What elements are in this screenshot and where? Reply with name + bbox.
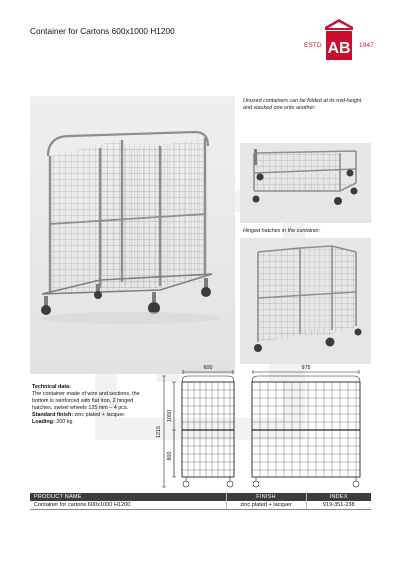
logo-house-icon	[324, 18, 354, 62]
technical-data	[32, 384, 150, 426]
dim-inner-height: 1050	[167, 410, 173, 422]
technical-drawing	[150, 360, 375, 490]
hatches-caption: Hinged hatches in the container:	[243, 228, 321, 234]
dim-lower-height: 800	[167, 451, 173, 461]
header-index: INDEX	[306, 493, 371, 501]
loading-value: 200 kg	[56, 419, 73, 426]
container-photo-folded	[240, 143, 371, 223]
technical-description: The container made of wire and sections, the bottom is reinforced with flat iron, 2 hinged hatches, swivel wheels 125 mm – 4 pcs.	[32, 391, 140, 412]
product-table	[30, 493, 371, 510]
logo-year: 1947	[358, 42, 374, 49]
company-logo	[304, 16, 374, 64]
header-product-name: PRODUCT NAME	[30, 493, 226, 501]
table-header-row	[30, 493, 371, 501]
dim-front-width: 975	[301, 365, 311, 371]
dim-side-width: 600	[203, 365, 213, 371]
container-photo-hatches	[240, 238, 371, 364]
header-finish: FINISH	[226, 493, 306, 501]
dim-total-height: 1215	[156, 426, 162, 438]
logo-letters: AB	[327, 40, 351, 57]
logo-estd: ESTD	[304, 42, 322, 49]
folding-caption: Unused containers can be folded at its mid-height and stacked one onto another:	[243, 98, 362, 111]
finish-label: Standard finish:	[32, 412, 74, 419]
technical-heading: Technical data:	[32, 384, 71, 390]
cell-finish: zinc plated + lacquer	[226, 501, 306, 510]
finish-value: zinc plated + lacquer.	[74, 412, 126, 419]
table-row	[30, 501, 371, 510]
cell-product-name: Container for cartons 600x1000 H1200	[30, 501, 226, 510]
page-title: Container for Cartons 600x1000 H1200	[30, 27, 175, 36]
cell-index: 919-351-238	[306, 501, 371, 510]
container-photo-main	[30, 96, 235, 374]
loading-label: Loading:	[32, 419, 55, 426]
